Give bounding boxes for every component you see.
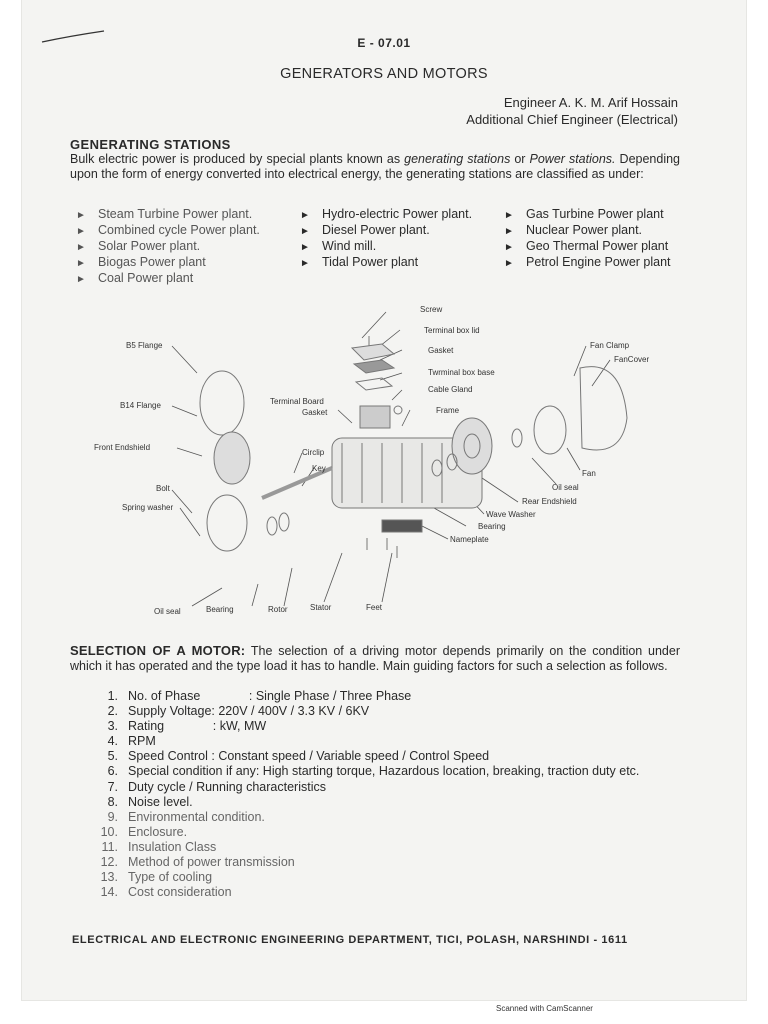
list-item-label: Solar Power plant. (98, 239, 201, 253)
label-screw: Screw (420, 305, 443, 314)
scanner-watermark: Scanned with CamScanner (496, 1004, 593, 1013)
list-item (88, 734, 639, 749)
list-item-number: 10. (100, 824, 118, 839)
list-item-text: Supply Voltage: 220V / 400V / 3.3 KV / 6KV (128, 704, 370, 719)
list-item-number: 9. (107, 809, 118, 824)
label-b5-flange: B5 Flange (126, 341, 163, 350)
list-item-label: Combined cycle Power plant. (98, 223, 260, 237)
power-plant-list-col-3 (504, 207, 671, 271)
list-item (76, 271, 260, 287)
list-item-text: Special condition if any: High starting torque, Hazardous location, breaking, traction duty etc. (128, 764, 640, 779)
list-item-text: Noise level. (128, 794, 193, 809)
list-item-text: Duty cycle / Running characteristics (128, 779, 326, 794)
label-gasket: Gasket (428, 346, 454, 355)
list-item-label: Tidal Power plant (322, 255, 419, 269)
list-item-label: Petrol Engine Power plant (526, 255, 671, 269)
label-cable-gland: Cable Gland (428, 385, 473, 394)
document-page (22, 0, 746, 1000)
intro-text-3: Depending upon the form of energy converted into electrical energy, the generating stations are classified as under: (70, 152, 681, 181)
list-item-number: 4. (107, 734, 118, 749)
label-terminal-board-gasket: Gasket (302, 408, 328, 417)
label-feet: Feet (366, 603, 383, 612)
label-stator: Stator (310, 603, 332, 612)
list-item-text: Speed Control : Constant speed / Variable speed / Control Speed (128, 749, 490, 764)
label-bearing-bottom: Bearing (206, 605, 234, 614)
label-spring-washer: Spring washer (122, 503, 174, 512)
author-name: Engineer A. K. M. Arif Hossain (503, 95, 678, 110)
list-item (76, 239, 260, 255)
list-item (76, 207, 260, 223)
arrow-bullet-icon: ► (504, 258, 514, 269)
list-item-number: 8. (107, 794, 118, 809)
label-b14-flange: B14 Flange (120, 401, 161, 410)
list-item (300, 223, 472, 239)
label-circlip: Circlip (302, 448, 325, 457)
label-bolt: Bolt (156, 484, 170, 493)
arrow-bullet-icon: ► (504, 210, 514, 221)
list-item-label: Biogas Power plant (98, 255, 206, 269)
list-item-text: Enclosure. (128, 824, 188, 839)
label-frame: Frame (436, 406, 460, 415)
list-item-number: 2. (107, 704, 118, 719)
list-item-number: 14. (100, 885, 118, 900)
intro-text-2: or (510, 152, 530, 166)
motor-selection-factors-list (88, 689, 639, 900)
author-title: Additional Chief Engineer (Electrical) (466, 112, 678, 127)
motor-selection-paragraph (70, 643, 680, 674)
intro-emphasis-2: Power stations. (529, 152, 616, 166)
document-code: E - 07.01 (357, 36, 411, 50)
label-front-endshield: Front Endshield (94, 443, 151, 452)
list-item-text: RPM (128, 734, 156, 749)
label-key: Key (312, 464, 326, 473)
power-plant-list-col-1 (76, 207, 260, 287)
list-item (88, 810, 639, 825)
label-wave-washer: Wave Washer (486, 510, 536, 519)
list-item (76, 255, 260, 271)
document-title: GENERATORS AND MOTORS (280, 66, 488, 82)
power-plant-list-col-2 (300, 207, 472, 271)
list-item (88, 840, 639, 855)
label-terminal-box-base: Twrminal box base (428, 368, 495, 377)
list-item-text: Environmental condition. (128, 809, 265, 824)
list-item (88, 825, 639, 840)
list-item-label: Geo Thermal Power plant (526, 239, 669, 253)
arrow-bullet-icon: ► (300, 226, 310, 237)
list-item-number: 7. (107, 779, 118, 794)
motor-parts-sketch (200, 336, 627, 558)
arrow-bullet-icon: ► (76, 258, 86, 269)
label-fan: Fan (582, 469, 596, 478)
list-item (504, 207, 671, 223)
list-item (76, 223, 260, 239)
arrow-bullet-icon: ► (300, 210, 310, 221)
author-block (466, 94, 678, 128)
list-item (88, 719, 639, 734)
list-item (504, 239, 671, 255)
list-item (88, 764, 639, 779)
arrow-bullet-icon: ► (76, 242, 86, 253)
list-item-text: No. of Phase : Single Phase / Three Phase (128, 689, 412, 703)
list-item (88, 749, 639, 764)
list-item-label: Nuclear Power plant. (526, 223, 643, 237)
list-item (300, 239, 472, 255)
section-heading-generating-stations: GENERATING STATIONS (70, 137, 231, 152)
list-item (88, 870, 639, 885)
list-item (88, 855, 639, 870)
label-nameplate: Nameplate (450, 535, 489, 544)
list-item-number: 5. (107, 749, 118, 764)
list-item-label: Gas Turbine Power plant (526, 207, 664, 221)
list-item (504, 223, 671, 239)
intro-emphasis-1: generating stations (404, 152, 511, 166)
arrow-bullet-icon: ► (300, 258, 310, 269)
arrow-bullet-icon: ► (504, 242, 514, 253)
arrow-bullet-icon: ► (76, 226, 86, 237)
list-item-number: 6. (107, 764, 118, 779)
list-item-label: Wind mill. (322, 239, 377, 253)
list-item (300, 207, 472, 223)
arrow-bullet-icon: ► (504, 226, 514, 237)
generating-stations-intro (70, 152, 680, 182)
list-item-text: Insulation Class (128, 839, 217, 854)
list-item-label: Steam Turbine Power plant. (98, 207, 253, 221)
list-item (88, 689, 639, 704)
list-item-number: 13. (100, 870, 118, 885)
label-rotor: Rotor (268, 605, 288, 614)
department-footer: ELECTRICAL AND ELECTRONIC ENGINEERING DEPARTMENT, TICI, POLASH, NARSHINDI - 1611 (72, 934, 628, 946)
label-fan-cover: FanCover (614, 355, 650, 364)
list-item-number: 12. (100, 855, 118, 870)
list-item-text: Type of cooling (128, 870, 213, 885)
list-item-label: Diesel Power plant. (322, 223, 430, 237)
list-item (88, 885, 639, 900)
label-terminal-box-lid: Terminal box lid (424, 326, 480, 335)
arrow-bullet-icon: ► (76, 274, 86, 285)
arrow-bullet-icon: ► (76, 210, 86, 221)
arrow-bullet-icon: ► (300, 242, 310, 253)
list-item-text: Rating : kW, MW (128, 719, 267, 734)
list-item-text: Method of power transmission (128, 855, 295, 870)
list-item-label: Hydro-electric Power plant. (322, 207, 473, 221)
intro-text-1: Bulk electric power is produced by special plants known as (70, 152, 405, 166)
list-item (88, 704, 639, 719)
list-item (504, 255, 671, 271)
label-fan-clamp: Fan Clamp (590, 341, 630, 350)
label-bearing-right: Bearing (478, 522, 506, 531)
list-item-text: Cost consideration (128, 885, 232, 900)
label-oil-seal-right: Oil seal (552, 483, 579, 492)
section-heading-selection: SELECTION OF A MOTOR: (70, 643, 246, 658)
list-item (300, 255, 472, 271)
label-rear-endshield: Rear Endshield (522, 497, 577, 506)
list-item-number: 1. (107, 689, 118, 703)
list-item (88, 795, 639, 810)
list-item-number: 11. (101, 839, 118, 854)
list-item-number: 3. (107, 719, 118, 734)
label-terminal-board: Terminal Board (270, 397, 324, 406)
selection-intro-text: The selection of a driving motor depends primarily on the condition under which it has operated and the type load it has to handle. Main guiding factors for such a selection as follows. (70, 644, 680, 673)
list-item (88, 780, 639, 795)
label-oil-seal-bottom: Oil seal (154, 607, 181, 616)
motor-exploded-diagram (62, 298, 722, 623)
list-item-label: Coal Power plant (98, 271, 194, 285)
